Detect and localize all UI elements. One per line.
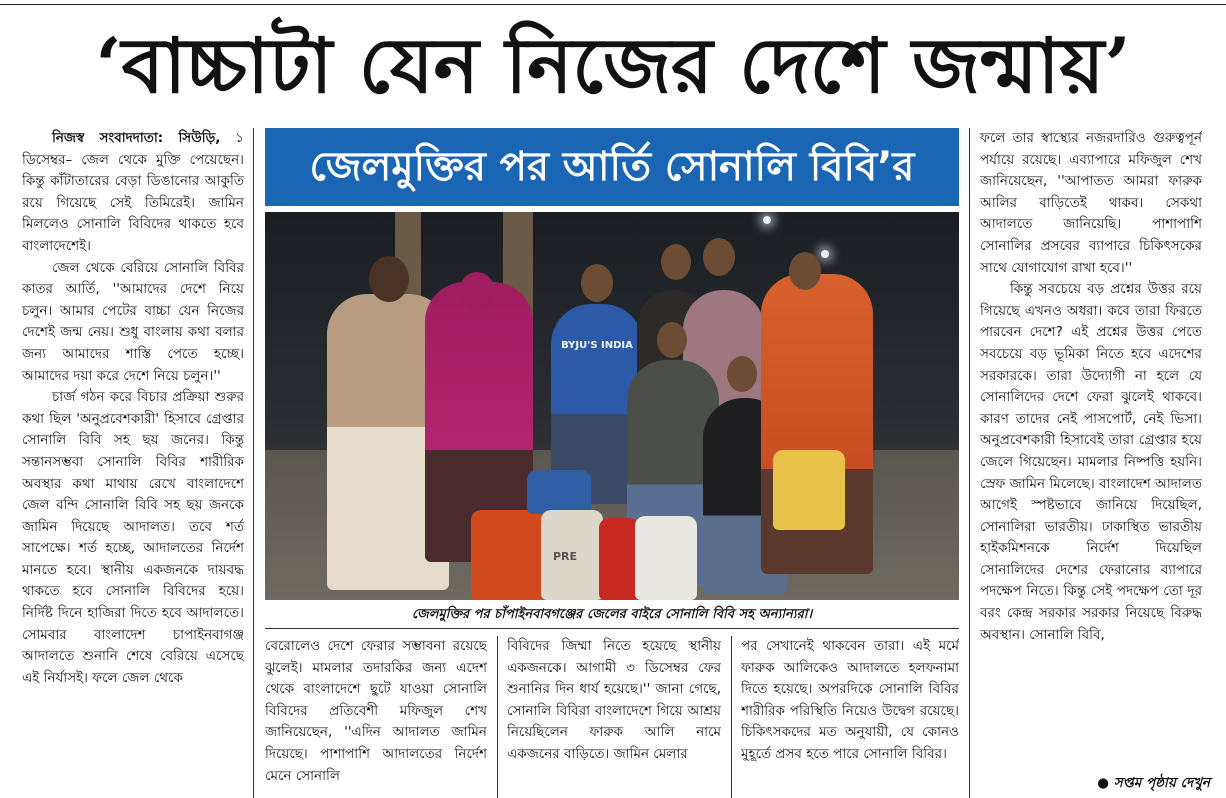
person-head: [661, 244, 691, 280]
photo-caption: জেলমুক্তির পর চাঁপাইনবাবগঞ্জের জেলের বাইরে সোনালি বিবি সহ অন্যান্যরা।: [411, 607, 813, 622]
person-head: [581, 264, 613, 302]
paragraph: বিবিদের জিম্মা নিতে হয়েছে স্থানীয় একজনকে। আগামী ৩ ডিসেম্বর ফের শুনানির দিন ধার্য হয়েছে।'' জানা গেছে, সোনালি বিবিরা বাংলাদেশে গিয়ে আশ্রয় নিয়েছিলেন ফারুক আলি নামে একজনের বাড়িতে। জামিন মেলার: [507, 638, 721, 762]
luggage-bag: [527, 470, 591, 514]
article-column-2: [265, 636, 487, 798]
street-lamp: [821, 250, 829, 258]
column-divider: [969, 128, 970, 798]
news-photo: [265, 212, 959, 600]
luggage-bag: [599, 518, 639, 600]
column-1-byline-paragraph: [22, 128, 244, 258]
person-head: [727, 356, 757, 392]
person-head: [657, 322, 687, 358]
sub-headline-banner: জেলমুক্তির পর আর্তি সোনালি বিবি’র: [265, 128, 959, 206]
caption-rule: [265, 628, 959, 629]
byline: নিজস্ব সংবাদদাতা: সিউড়ি,: [52, 130, 221, 146]
person-head: [703, 238, 735, 276]
person-head: [369, 256, 409, 302]
article-column-5: [980, 128, 1202, 774]
paragraph: পর সেখানেই থাকবেন তারা। এই মর্মে ফারুক আলিকেও আদালতে হলফনামা দিতে হয়েছে। অপরদিকে সোনালি বিবির শারীরিক পরিস্থিতি নিয়েও উদ্বেগ রয়েছে। চিকিৎসকদের মত অনুযায়ী, যে কোনও মুহূর্তে প্রসব হতে পারে সোনালি বিবির।: [741, 638, 959, 762]
street-lamp: [763, 216, 771, 224]
person-head: [789, 252, 821, 290]
top-rule: [0, 4, 1226, 5]
article-column-1: [22, 128, 244, 798]
paragraph: ফলে তার স্বাস্থ্যের নজরদারিও গুরুত্বপূর্ন পর্যায়ে রয়েছে। এব্যাপারে মফিজুল শেখ জানিয়েছেন, ''আপাতত আমরা ফারুক আলির বাড়িতেই থাকব। সেকথা আদালতে জানিয়েছি। পাশাপাশি সোনালির প্রসবের ব্যাপারে চিকিৎসকের সাথে যোগাযোগ রাখা হবে।'': [980, 130, 1202, 276]
continued-on-page-note: ● সপ্তম পৃষ্ঠায় দেখুন: [1097, 775, 1210, 791]
bag-text: PRE: [553, 550, 578, 563]
paragraph: চার্জ গঠন করে বিচার প্রক্রিয়া শুরুর কথা ছিল 'অনুপ্রবেশকারী' হিসাবে গ্রেপ্তার সোনালি বিবি সহ ছয় জনের। কিন্তু সন্তানসম্ভবা সোনালি বিবির শারীরিক অবস্থার কথা মাথায় রেখে বাংলাদেশে জেল বন্দি সোনালি বিবি সহ ছয় জনকে জামিন দিয়েছে আদালত। তবে শর্ত সাপেক্ষে। শর্ত হচ্ছে, আদালতের নির্দেশ মানতে হবে। স্থানীয় একজনকে দায়বদ্ধ থাকতে হবে সোনালি বিবিদের হয়ে। নির্দিষ্ট দিনে হাজিরা দিতে হবে আদালতে। সোমবার বাংলাদেশ চাপাইনবাগঞ্জ আদালতে শুনানি শেষে বেরিয়ে এসেছে এই নির্যাসই। ফলে জেল থেকে: [22, 389, 244, 686]
article-column-3: [507, 636, 721, 798]
person-head: [459, 272, 495, 312]
luggage-bag: [773, 450, 845, 530]
paragraph: জেল থেকে বেরিয়ে সোনালি বিবির কাতর আর্তি, ''আমাদের দেশে নিয়ে চলুন। আমার পেটের বাচ্চা যেন নিজের দেশেই জন্ম নেয়। শুধু বাংলায় কথা বলার জন্য আমাদের শাস্তি পেতে হচ্ছে। আমাদের দয়া করে দেশে নিয়ে চলুন।'': [22, 259, 244, 384]
column-divider: [253, 128, 254, 798]
luggage-bag: [471, 510, 543, 600]
shirt-text: BYJU'S INDIA: [561, 340, 633, 351]
paragraph: বেরোলেও দেশে ফেরার সম্ভাবনা রয়েছে ঝুলেই। মামলার তদারকির জন্য এদেশ থেকে বাংলাদেশে ছুটে যাওয়া সোনালি বিবিদের প্রতিবেশী মফিজুল শেখ জানিয়েছেন, ''এদিন আদালত জামিন দিয়েছে। পাশাপাশি আদালতের নির্দেশ মেনে সোনালি: [265, 638, 487, 784]
paragraph: কিন্তু সবচেয়ে বড় প্রশ্নের উত্তর রয়ে গিয়েছে এখনও অধরা। কবে তারা ফিরতে পারবেন দেশে? এই প্রশ্নের উত্তর পেতে সবচেয়ে বড় ভূমিকা নিতে হবে এদেশের সরকারকে। তারা উদ্যোগী না হলে যে সোনালিদের দেশে ফেরা ঝুলেই থাকবে। কারণ তাদের নেই পাসপোর্ট, নেই ভিসা। অনুপ্রবেশকারী হিসাবেই তারা গ্রেপ্তার হয়ে জেলে গিয়েছেন। মামলার নিষ্পত্তি হয়নি। স্রেফ জামিন মিলেছে। বাংলাদেশ আদালত আগেই স্পষ্টভাবে জানিয়ে দিয়েছিল, সোনালিরা ভারতীয়। ঢাকাস্থিত ভারতীয় হাইকমিশনকে নির্দেশ দিয়েছিল সোনালিদের দেশের ফেরানোর ব্যাপারে পদক্ষেপ নিতে। কিন্তু সেই পদক্ষেপ তো দূর বরং কেন্দ্র সরকার সরকার নিয়েছে বিরুদ্ধ অবস্থান। সোনালি বিবি,: [980, 281, 1202, 643]
column-divider: [497, 636, 498, 798]
column-divider: [731, 636, 732, 798]
paragraph: ১ ডিসেম্বর– জেল থেকে মুক্তি পেয়েছেন। কিন্তু কাঁটাতারের বেড়া ডিঙানোর আকুতি রয়ে গিয়েছে সেই তিমিরেই। জামিন মিললেও সোনালি বিবিদের থাকতে হবে বাংলাদেশেই।: [22, 130, 244, 254]
page-headline: ‘বাচ্চাটা যেন নিজের দেশে জন্মায়’: [95, 21, 1131, 110]
article-column-4: [741, 636, 959, 798]
luggage-bag: [635, 516, 697, 600]
